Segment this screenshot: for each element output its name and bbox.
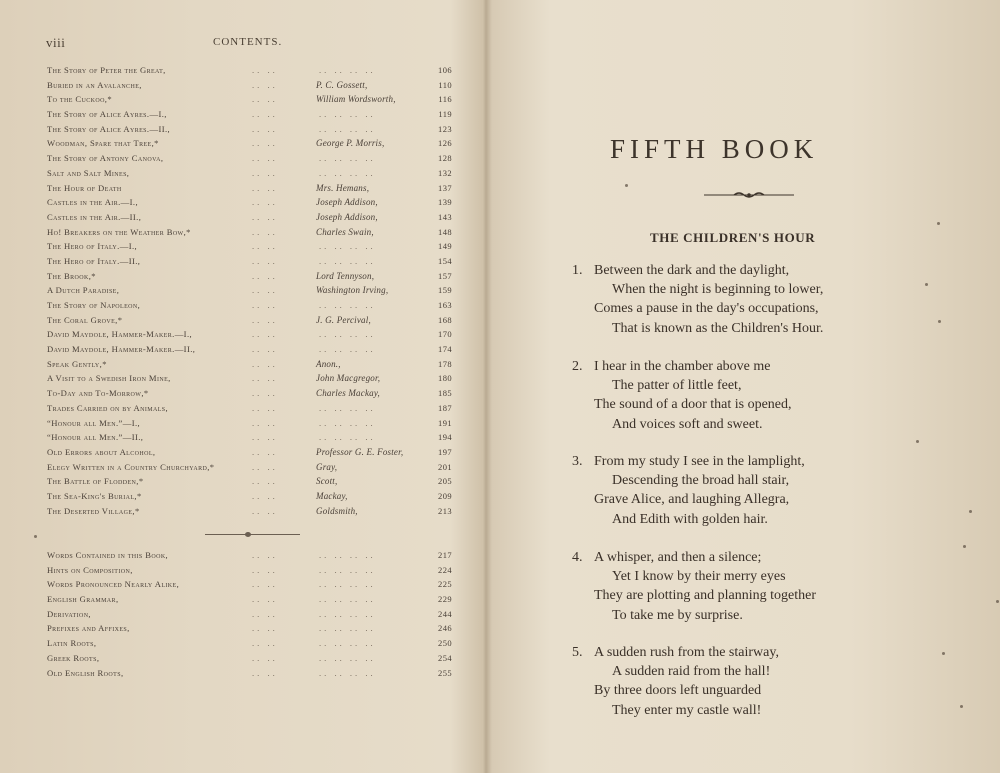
entry-title: “Honour all Men.”—II.,: [47, 432, 144, 443]
contents-entry: Trades Carried on by Animals, .. .. .. .. .. .. 187: [47, 401, 467, 416]
paper-speck: [963, 545, 966, 548]
entry-title: Derivation,: [47, 608, 91, 619]
contents-entry: The Story of Antony Canova, .. .. .. .. .. .. 128: [47, 151, 467, 166]
paper-speck: [937, 222, 940, 225]
entry-title: Castles in the Air.—II.,: [47, 211, 142, 222]
entry-title: The Story of Antony Canova,: [47, 153, 164, 164]
appendix-entry: English Grammar, .. .. .. .. .. .. 229: [47, 592, 467, 607]
line-text: And voices soft and sweet.: [612, 416, 763, 432]
poem-line: [594, 510, 805, 529]
entry-author: Joseph Addison,: [316, 197, 378, 208]
poem-line: [594, 662, 779, 681]
paper-speck: [969, 510, 972, 513]
entry-author: John Macgregor,: [316, 373, 381, 384]
entry-author: Lord Tennyson,: [316, 270, 375, 281]
entry-page: 132: [438, 167, 452, 178]
poem-line: [594, 681, 779, 700]
entry-page: 123: [438, 123, 452, 134]
entry-page: 225: [438, 579, 452, 590]
line-text: The patter of little feet,: [612, 378, 742, 394]
contents-entry: The Hour of Death .. .. Mrs. Hemans, 137: [47, 181, 467, 196]
stanza-number: 3.: [572, 454, 583, 469]
contents-entry: The Story of Alice Ayres.—II., .. .. .. .. .. .. 123: [47, 122, 467, 137]
entry-page: 174: [438, 344, 452, 355]
stanza-number: 2.: [572, 359, 583, 374]
contents-entry: Castles in the Air.—I., .. .. Joseph Addison, 139: [47, 195, 467, 210]
appendix-entry: Prefixes and Affixes, .. .. .. .. .. .. 246: [47, 621, 467, 636]
entry-author: Joseph Addison,: [316, 211, 378, 222]
entry-page: 170: [438, 329, 452, 340]
entry-author: Mackay,: [316, 490, 348, 501]
paper-speck: [916, 440, 919, 443]
contents-entry: The Brook,* .. .. Lord Tennyson, 157: [47, 269, 467, 284]
line-text: Between the dark and the daylight,: [594, 263, 790, 278]
contents-entry: A Visit to a Swedish Iron Mine, .. .. John Macgregor, 180: [47, 371, 467, 386]
appendix-entry: Old English Roots, .. .. .. .. .. .. 255: [47, 666, 467, 681]
appendix-list: [47, 548, 467, 680]
entry-author: Anon.,: [316, 358, 341, 369]
poem-line: [594, 701, 779, 720]
entry-author: Mrs. Hemans,: [316, 182, 370, 193]
entry-author: Gray,: [316, 461, 338, 472]
line-text: And Edith with golden hair.: [612, 511, 768, 527]
entry-title: Trades Carried on by Animals,: [47, 402, 169, 413]
entry-title: Old Errors about Alcohol,: [47, 446, 156, 457]
paper-speck: [960, 705, 963, 708]
poem-line: [594, 567, 816, 586]
page-number: viii: [46, 35, 66, 50]
contents-entry: Speak Gently,* .. .. Anon., 178: [47, 357, 467, 372]
line-text: A sudden rush from the stairway,: [594, 645, 779, 660]
entry-author: Goldsmith,: [316, 505, 358, 516]
stanza: [572, 261, 824, 338]
entry-page: 154: [438, 255, 452, 266]
entry-title: Hints on Composition,: [47, 564, 133, 575]
entry-title: Woodman, Spare that Tree,*: [47, 138, 159, 149]
entry-title: English Grammar,: [47, 594, 119, 605]
paper-speck: [996, 600, 999, 603]
entry-page: 157: [438, 270, 452, 281]
entry-page: 180: [438, 373, 452, 384]
poem-line: [594, 415, 792, 434]
poem-line: [572, 452, 805, 471]
line-text: To take me by surprise.: [612, 607, 743, 623]
appendix-entry: Derivation, .. .. .. .. .. .. 244: [47, 607, 467, 622]
contents-entry: Castles in the Air.—II., .. .. Joseph Addison, 143: [47, 210, 467, 225]
poem-line: [594, 586, 816, 605]
contents-entry: The Deserted Village,* .. .. Goldsmith, 213: [47, 504, 467, 519]
poem-line: [572, 261, 823, 280]
entry-page: 139: [438, 197, 452, 208]
entry-page: 128: [438, 153, 452, 164]
paper-speck: [938, 320, 941, 323]
entry-page: 209: [438, 490, 452, 501]
entry-title: Speak Gently,*: [47, 358, 107, 369]
line-text: By three doors left unguarded: [594, 683, 762, 699]
poem-line: [594, 395, 792, 414]
poem-page: [490, 0, 1000, 773]
stanza-number: 5.: [572, 645, 583, 660]
entry-title: David Maydole, Hammer-Maker.—II.,: [47, 344, 196, 355]
entry-title: To the Cuckoo,*: [47, 94, 113, 105]
entry-page: 159: [438, 285, 452, 296]
entry-page: 197: [438, 446, 452, 457]
entry-title: Prefixes and Affixes,: [47, 623, 130, 634]
line-text: Grave Alice, and laughing Allegra,: [594, 492, 790, 508]
poem-line: [594, 606, 816, 625]
poem-line: [594, 319, 823, 338]
entry-title: The Story of Napoleon,: [47, 300, 141, 310]
entry-author: Professor G. E. Foster,: [316, 446, 404, 457]
stanza: [572, 452, 805, 529]
entry-title: A Dutch Paradise,: [47, 285, 120, 296]
contents-entry: The Sea-King's Burial,* .. .. Mackay, 209: [47, 489, 467, 504]
entry-page: 205: [438, 476, 452, 487]
entry-title: Latin Roots,: [47, 638, 97, 649]
entry-page: 116: [438, 94, 452, 105]
entry-title: A Visit to a Swedish Iron Mine,: [47, 373, 171, 384]
entry-page: 148: [438, 226, 452, 237]
entry-page: 106: [438, 65, 452, 75]
line-text: The sound of a door that is opened,: [594, 397, 792, 413]
entry-page: 187: [438, 402, 452, 413]
entry-page: 250: [438, 638, 452, 649]
line-text: A sudden raid from the hall!: [612, 664, 771, 680]
stanza-number: 4.: [572, 550, 583, 565]
appendix-entry: Words Pronounced Nearly Alike, .. .. .. .. .. .. 225: [47, 577, 467, 592]
poem-line: [594, 376, 792, 395]
contents-heading: CONTENTS.: [213, 36, 283, 48]
entry-author: Charles Swain,: [316, 226, 374, 237]
entry-page: 143: [438, 211, 452, 222]
contents-entry: Woodman, Spare that Tree,* .. .. George P. Morris, 126: [47, 136, 467, 151]
paper-speck: [34, 535, 37, 538]
contents-entry: Salt and Salt Mines, .. .. .. .. .. .. 132: [47, 166, 467, 181]
paper-speck: [925, 283, 928, 286]
paper-speck: [625, 184, 628, 187]
entry-title: Greek Roots,: [47, 652, 100, 663]
poem-line: [594, 471, 805, 490]
entry-page: 194: [438, 432, 452, 443]
entry-author: George P. Morris,: [316, 138, 385, 149]
appendix-entry: Hints on Composition, .. .. .. .. .. .. 224: [47, 563, 467, 578]
entry-title: Words Contained in this Book,: [47, 550, 169, 560]
entry-page: 254: [438, 652, 452, 663]
entry-page: 224: [438, 564, 452, 575]
poem-line: [594, 280, 823, 299]
contents-entry: The Battle of Flodden,* .. .. Scott, 205: [47, 474, 467, 489]
entry-page: 185: [438, 388, 452, 399]
entry-page: 255: [438, 667, 452, 678]
entry-title: The Sea-King's Burial,*: [47, 490, 142, 501]
paper-speck: [942, 652, 945, 655]
entry-title: Words Pronounced Nearly Alike,: [47, 579, 180, 590]
stanza: [572, 357, 792, 434]
entry-title: To-Day and To-Morrow,*: [47, 388, 149, 399]
contents-entry: To the Cuckoo,* .. .. William Wordsworth, 116: [47, 92, 467, 107]
line-text: They are plotting and planning together: [594, 588, 816, 604]
line-text: From my study I see in the lamplight,: [594, 454, 805, 469]
entry-title: The Deserted Village,*: [47, 505, 140, 516]
entry-title: The Hero of Italy.—I.,: [47, 241, 138, 252]
entry-title: “Honour all Men.”—I.,: [47, 417, 141, 428]
book-title: FIFTH BOOK: [610, 134, 819, 164]
stanza: [572, 643, 779, 720]
contents-entry: The Hero of Italy.—I., .. .. .. .. .. .. 149: [47, 239, 467, 254]
section-divider: [205, 534, 300, 535]
contents-page: [0, 0, 484, 773]
line-text: That is known as the Children's Hour.: [612, 320, 824, 336]
entry-author: Charles Mackay,: [316, 388, 380, 399]
contents-entry: David Maydole, Hammer-Maker.—I., .. .. .. .. .. .. 170: [47, 327, 467, 342]
line-text: A whisper, and then a silence;: [594, 550, 762, 565]
entry-author: J. G. Percival,: [316, 314, 371, 325]
entry-title: The Story of Alice Ayres.—II.,: [47, 123, 171, 134]
appendix-entry: Latin Roots, .. .. .. .. .. .. 250: [47, 636, 467, 651]
contents-entry: The Hero of Italy.—II., .. .. .. .. .. .. 154: [47, 254, 467, 269]
entry-title: The Coral Grove,*: [47, 314, 123, 325]
entry-title: The Battle of Flodden,*: [47, 476, 144, 487]
line-text: Yet I know by their merry eyes: [612, 569, 786, 585]
entry-author: Washington Irving,: [316, 285, 389, 296]
entry-title: The Hour of Death: [47, 182, 122, 193]
line-text: They enter my castle wall!: [612, 702, 762, 718]
line-text: Comes a pause in the day's occupations,: [594, 301, 819, 317]
poem-line: [594, 299, 823, 318]
entry-page: 110: [438, 79, 452, 90]
poem-line: [594, 490, 805, 509]
entry-page: 178: [438, 358, 452, 369]
entry-title: Buried in an Avalanche,: [47, 79, 142, 90]
entry-title: The Story of Alice Ayres.—I.,: [47, 109, 167, 120]
entry-page: 191: [438, 417, 452, 428]
appendix-entry: Words Contained in this Book, .. .. .. .. .. .. 217: [47, 548, 467, 563]
contents-entry: A Dutch Paradise, .. .. Washington Irving, 159: [47, 283, 467, 298]
poem-line: [572, 643, 779, 662]
contents-entry: The Story of Napoleon, .. .. .. .. .. .. 163: [47, 298, 467, 313]
entry-page: 168: [438, 314, 452, 325]
entry-author: William Wordsworth,: [316, 94, 396, 105]
entry-title: Elegy Written in a Country Churchyard,*: [47, 461, 215, 472]
contents-entry: To-Day and To-Morrow,* .. .. Charles Mackay, 185: [47, 386, 467, 401]
entry-page: 246: [438, 623, 452, 634]
entry-page: 213: [438, 505, 452, 516]
entry-page: 126: [438, 138, 452, 149]
stanza-number: 1.: [572, 263, 583, 278]
contents-entry: Ho! Breakers on the Weather Bow,* .. .. Charles Swain, 148: [47, 225, 467, 240]
contents-entry: “Honour all Men.”—II., .. .. .. .. .. .. 194: [47, 430, 467, 445]
entry-title: Salt and Salt Mines,: [47, 167, 130, 178]
entry-page: 149: [438, 241, 452, 252]
entry-title: David Maydole, Hammer-Maker.—I.,: [47, 329, 193, 340]
contents-entry: Buried in an Avalanche, .. .. P. C. Gossett, 110: [47, 78, 467, 93]
entry-author: Scott,: [316, 476, 338, 487]
contents-entry: The Coral Grove,* .. .. J. G. Percival, 168: [47, 313, 467, 328]
entry-title: The Story of Peter the Great,: [47, 65, 166, 75]
poem-line: [572, 548, 816, 567]
ornament-rule: [704, 190, 794, 200]
contents-entry: Old Errors about Alcohol, .. .. Professor G. E. Foster, 197: [47, 445, 467, 460]
contents-entry: “Honour all Men.”—I., .. .. .. .. .. .. 191: [47, 416, 467, 431]
appendix-entry: Greek Roots, .. .. .. .. .. .. 254: [47, 651, 467, 666]
contents-entry: David Maydole, Hammer-Maker.—II., .. .. .. .. .. .. 174: [47, 342, 467, 357]
entry-title: The Brook,*: [47, 270, 96, 281]
entry-title: The Hero of Italy.—II.,: [47, 255, 141, 266]
line-text: When the night is beginning to lower,: [612, 282, 824, 298]
poem-line: [572, 357, 792, 376]
entry-author: P. C. Gossett,: [316, 79, 368, 90]
poem-title: THE CHILDREN'S HOUR: [650, 230, 816, 245]
entry-page: 229: [438, 594, 452, 605]
contents-entry: The Story of Alice Ayres.—I., .. .. .. .. .. .. 119: [47, 107, 467, 122]
entry-page: 217: [438, 550, 452, 560]
contents-entry: Elegy Written in a Country Churchyard,* .. .. Gray, 201: [47, 460, 467, 475]
entry-page: 244: [438, 608, 452, 619]
line-text: I hear in the chamber above me: [594, 359, 771, 374]
stanza: [572, 548, 816, 625]
entry-title: Castles in the Air.—I.,: [47, 197, 139, 208]
entry-title: Old English Roots,: [47, 667, 124, 678]
entry-page: 137: [438, 182, 452, 193]
entry-page: 119: [438, 109, 452, 120]
contents-entry: The Story of Peter the Great, .. .. .. .. .. .. 106: [47, 63, 467, 78]
line-text: Descending the broad hall stair,: [612, 473, 790, 489]
entry-page: 163: [438, 300, 452, 310]
entry-title: Ho! Breakers on the Weather Bow,*: [47, 226, 191, 237]
entry-page: 201: [438, 461, 452, 472]
contents-list: [47, 63, 467, 518]
